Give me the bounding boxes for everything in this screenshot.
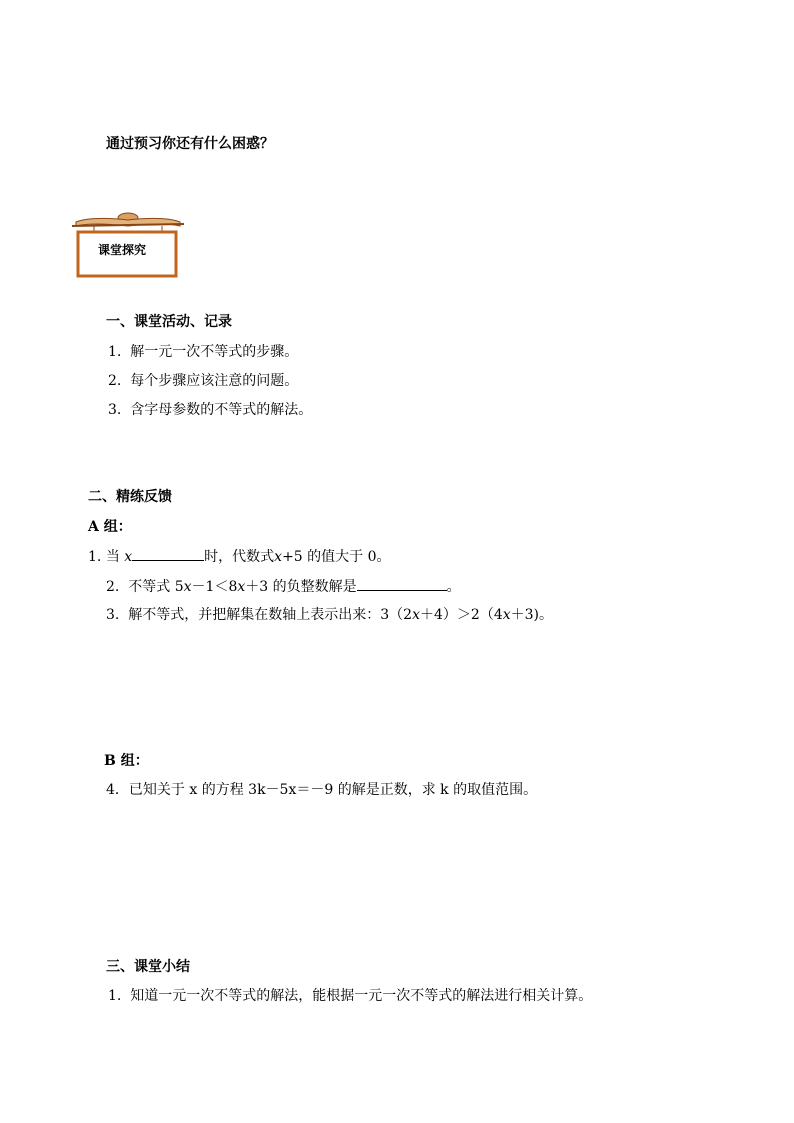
group-a-label: A 组： — [88, 519, 132, 535]
question-2 — [106, 576, 461, 596]
question-text: 时，代数式 — [204, 549, 275, 565]
question-number: 2. — [106, 579, 120, 595]
answer-blank — [132, 546, 204, 561]
answer-blank — [357, 576, 447, 591]
item-number: 1. — [108, 344, 122, 360]
preview-question: 通过预习你还有什么困惑？ — [106, 136, 274, 152]
item-number: 3. — [108, 402, 122, 418]
section1-item — [108, 401, 312, 419]
variable: x — [502, 607, 511, 623]
variable: x — [274, 549, 283, 565]
question-1 — [88, 546, 391, 566]
question-text: －1＜8 — [191, 579, 238, 595]
section1-item — [108, 372, 298, 390]
section2-title: 二、精练反馈 — [88, 489, 172, 505]
group-b-label: B 组： — [104, 753, 149, 769]
item-text: 解一元一次不等式的步骤。 — [130, 344, 299, 360]
variable: x — [237, 579, 246, 595]
section1-title: 一、课堂活动、记录 — [106, 314, 232, 330]
question-text: ＋3)。 — [510, 607, 554, 623]
question-number: 4． — [106, 782, 129, 798]
question-text: 当 — [105, 549, 120, 565]
section3-item — [108, 987, 592, 1005]
variable: x — [124, 549, 133, 565]
item-number: 2. — [108, 373, 122, 389]
question-number: 3. — [106, 607, 120, 623]
variable: x — [412, 607, 420, 623]
item-text: 知道一元一次不等式的解法，能根据一元一次不等式的解法进行相关计算。 — [130, 988, 593, 1004]
question-text: ＋3 的负整数解是 — [245, 579, 357, 595]
item-text: 含字母参数的不等式的解法。 — [130, 402, 313, 418]
question-text: 已知关于 x 的方程 3k－5x＝－9 的解是正数，求 k 的取值范围。 — [128, 782, 538, 798]
question-text: +5 的值大于 0。 — [282, 549, 391, 565]
question-text: ＋4）＞2（4 — [420, 607, 503, 623]
question-number: 1. — [88, 549, 102, 565]
question-3 — [106, 606, 553, 624]
question-text: 不等式 5 — [128, 579, 184, 595]
variable: x — [183, 579, 192, 595]
section3-title: 三、课堂小结 — [106, 959, 190, 975]
question-text: 。 — [446, 579, 461, 595]
item-number: 1. — [108, 988, 122, 1004]
section1-item — [108, 343, 298, 361]
question-text: 解不等式，并把解集在数轴上表示出来：3（2 — [128, 607, 413, 623]
banner-label: 课堂探究 — [98, 243, 147, 257]
classroom-inquiry-banner — [72, 208, 184, 278]
item-text: 每个步骤应该注意的问题。 — [130, 373, 299, 389]
question-4 — [106, 781, 537, 799]
